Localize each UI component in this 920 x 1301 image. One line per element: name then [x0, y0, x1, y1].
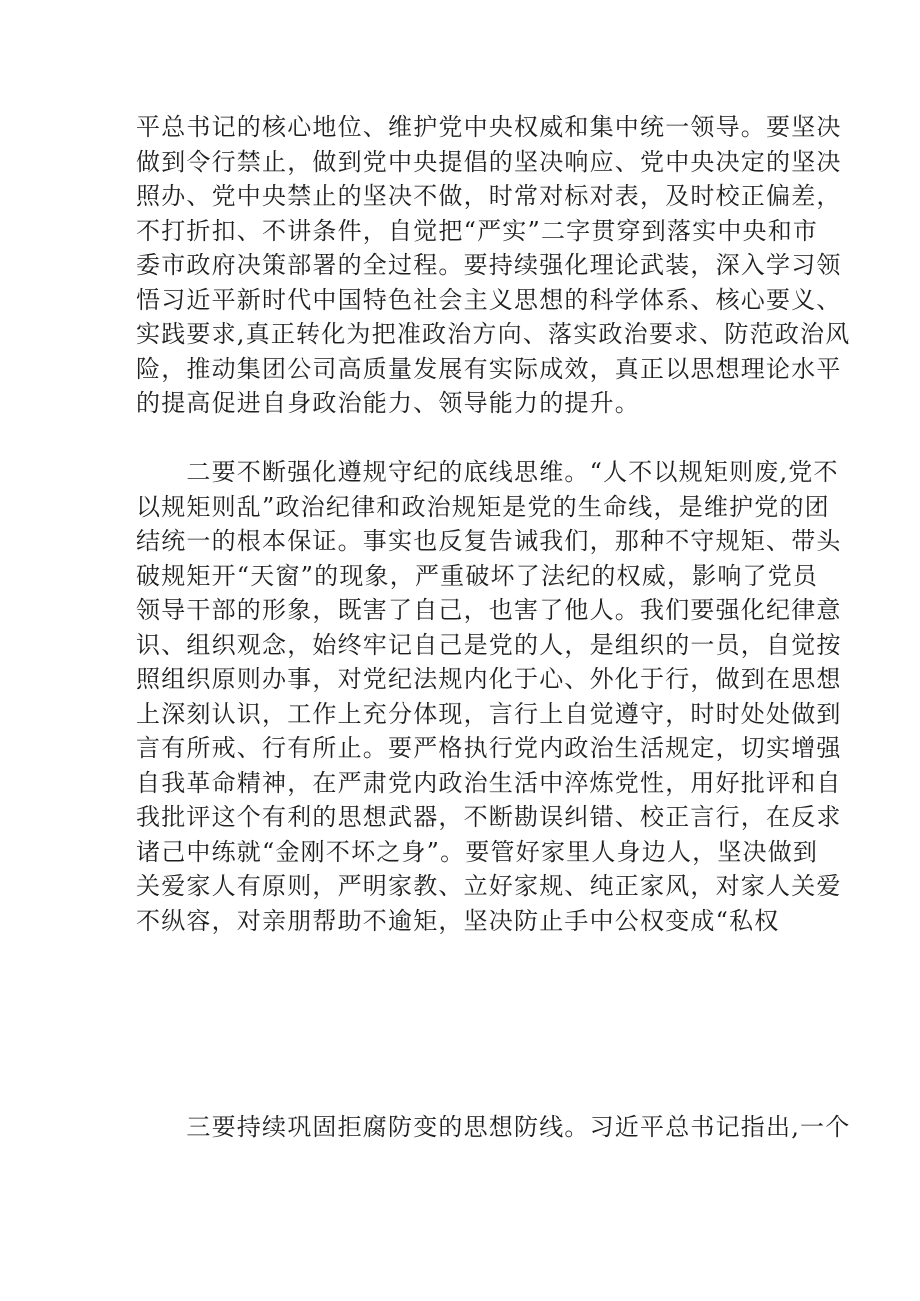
paragraph-1 — [136, 110, 851, 421]
paragraph-line: 结统一的根本保证。事实也反复告诫我们，那种不守规矩、带头 — [136, 527, 842, 555]
paragraph-line: 实践要求,真正转化为把准政治方向、落实政治要求、防范政治风 — [136, 320, 851, 348]
paragraph-line: 破规矩开“天窗”的现象，严重破坏了法纪的权威，影响了党员 — [136, 561, 819, 590]
paragraph-line: 悟习近平新时代中国特色社会主义思想的科学体系、核心要义、 — [136, 285, 842, 314]
paragraph-line: 我批评这个有利的思想武器，不断勘误纠错、校正言行，在反求 — [136, 803, 842, 831]
paragraph-line: 自我革命精神，在严肃党内政治生活中淬炼党性，用好批评和自 — [136, 768, 842, 797]
paragraph-line: 识、组织观念，始终牢记自己是党的人，是组织的一员，自觉按 — [136, 630, 842, 659]
paragraph-line: 照办、党中央禁止的坚决不做，时常对标对表，及时校正偏差， — [136, 182, 842, 210]
paragraph-line: 言有所戒、行有所止。要严格执行党内政治生活规定，切实增强 — [136, 734, 842, 762]
paragraph-line: 诸己中练就“金刚不坏之身”。要管好家里人身边人，坚决做到 — [136, 837, 819, 866]
paragraph-line: 关爱家人有原则，严明家教、立好家规、纯正家风，对家人关爱 — [136, 872, 842, 900]
paragraph-line: 平总书记的核心地位、维护党中央权威和集中统一领导。要坚决 — [136, 113, 842, 141]
paragraph-line: 三要持续巩固拒腐防变的思想防线。习近平总书记指出,一个 — [136, 1113, 851, 1141]
paragraph-line: 委市政府决策部署的全过程。要持续强化理论武装，深入学习领 — [136, 251, 842, 279]
paragraph-line: 领导干部的形象，既害了自己，也害了他人。我们要强化纪律意 — [136, 596, 842, 624]
paragraph-line: 上深刻认识，工作上充分体现，言行上自觉遵守，时时处处做到 — [136, 699, 842, 728]
paragraph-line: 不纵容，对亲朋帮助不逾矩，坚决防止手中公权变成“私权 — [136, 906, 780, 935]
paragraph-line: 照组织原则办事，对党纪法规内化于心、外化于行，做到在思想 — [136, 665, 842, 693]
paragraph-3 — [136, 1110, 851, 1145]
paragraph-line: 不打折扣、不讲条件，自觉把“严实”二字贯穿到落实中央和市 — [136, 216, 819, 245]
paragraph-line: 做到令行禁止，做到党中央提倡的坚决响应、党中央决定的坚决 — [136, 147, 842, 176]
paragraph-2 — [136, 455, 842, 938]
paragraph-line: 险，推动集团公司高质量发展有实际成效，真正以思想理论水平 — [136, 354, 842, 383]
paragraph-line: 以规矩则乱”政治纪律和政治规矩是党的生命线，是维护党的团 — [136, 492, 830, 521]
paragraph-line: 的提高促进自身政治能力、领导能力的提升。 — [136, 389, 640, 417]
paragraph-line: 二要不断强化遵规守纪的底线思维。“人不以规矩则废,党不 — [136, 458, 839, 486]
